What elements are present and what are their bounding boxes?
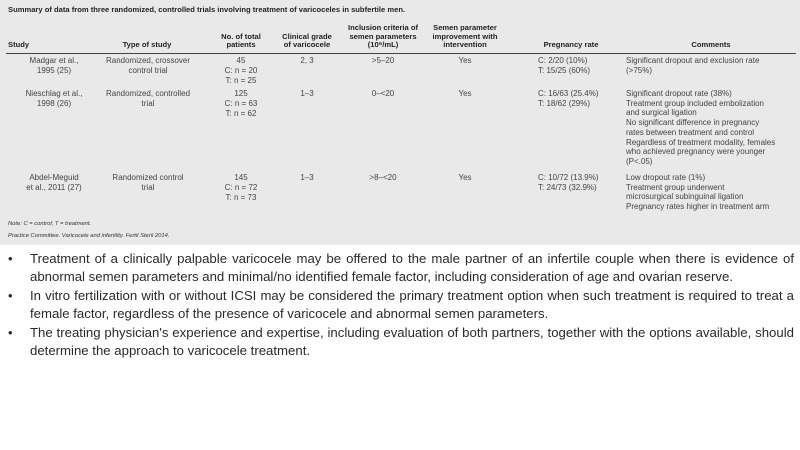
cell-type: Randomized, crossover control trial [105, 56, 191, 75]
bullet-text: In vitro fertilization with or without ICSI may be considered the primary treatment option when such treatment is required to treat a female factor, regardless of the presence of varicocele and abnormal semen parameters. [30, 287, 794, 322]
bullet-dot-icon: • [8, 287, 13, 303]
bullet-item [0, 324, 800, 361]
cell-patients: 125 C: n = 63 T: n = 62 [224, 89, 258, 118]
cell-grade: 2, 3 [300, 56, 314, 65]
header-study: Study [8, 40, 30, 50]
cell-improvement: Yes [458, 56, 472, 65]
cell-type: Randomized, controlled trial [105, 89, 191, 108]
table-header-row [6, 15, 796, 54]
bullet-list [0, 250, 800, 360]
bullet-text: Treatment of a clinically palpable varicocele may be offered to the male partner of an infertile couple when there is evidence of abnormal semen parameters and minimal/no identified female factor, including consideration of age and ovarian reserve. [30, 251, 794, 285]
cell-type: Randomized control trial [112, 173, 184, 192]
cell-inclusion: 0–<20 [371, 89, 395, 98]
table-citation: Practice Committee. Varicocele and infertility. Fertil Steril 2014. [8, 233, 170, 239]
cell-pregnancy: C: 2/20 (10%) T: 15/25 (60%) [538, 56, 591, 75]
header-pregnancy: Pregnancy rate [543, 40, 599, 50]
cell-patients: 145 C: n = 72 T: n = 73 [224, 173, 258, 202]
cell-grade: 1–3 [300, 173, 314, 182]
cell-improvement: Yes [458, 89, 472, 98]
cell-inclusion: >5–20 [371, 56, 395, 65]
header-improvement: Semen parameter improvement with intervention [432, 23, 498, 50]
header-type: Type of study [122, 40, 172, 50]
cell-pregnancy: C: 10/72 (13.9%) T: 24/73 (32.9%) [538, 173, 599, 192]
bullet-dot-icon: • [8, 251, 13, 266]
cell-study: Abdel-Meguid et al., 2011 (27) [26, 173, 82, 192]
cell-comments: Significant dropout and exclusion rate (>75%) [626, 56, 760, 75]
header-inclusion: Inclusion criteria of semen parameters (10⁶/mL) [347, 23, 419, 50]
cell-study: Madgar et al., 1995 (25) [29, 56, 79, 75]
table-note: Note: C = control; T = treatment. [8, 221, 92, 227]
cell-pregnancy: C: 16/63 (25.4%) T: 18/62 (29%) [538, 89, 599, 108]
cell-patients: 45 C: n = 20 T: n = 25 [224, 56, 258, 85]
header-patients: No. of total patients [221, 31, 261, 50]
bullet-dot-icon: • [8, 324, 13, 340]
header-comments: Comments [691, 40, 731, 50]
header-grade: Clinical grade of varicocele [282, 31, 332, 50]
bullet-text: The treating physician's experience and expertise, including evaluation of both partners, together with the options available, should determine the approach to varicocele treatment. [30, 324, 794, 359]
table-title: Summary of data from three randomized, controlled trials involving treatment of varicoceles in subfertile men. [8, 5, 406, 14]
bullet-item [0, 250, 800, 287]
cell-improvement: Yes [458, 173, 472, 182]
bullet-item [0, 287, 800, 324]
cell-inclusion: >8–<20 [369, 173, 397, 182]
cell-grade: 1–3 [300, 89, 314, 98]
cell-comments: Significant dropout rate (38%) Treatment group included embolization and surgical ligation No significant difference in pregnancy rates between treatment and control Regardless of treatment modality, females who achieved pregnancy were younger (P<.05) [626, 89, 776, 166]
cell-study: Nieschlag et al., 1998 (26) [25, 89, 83, 108]
cell-comments: Low dropout rate (1%) Treatment group underwent microsurgical subinguinal ligation Pregnancy rates higher in treatment arm [626, 173, 770, 212]
